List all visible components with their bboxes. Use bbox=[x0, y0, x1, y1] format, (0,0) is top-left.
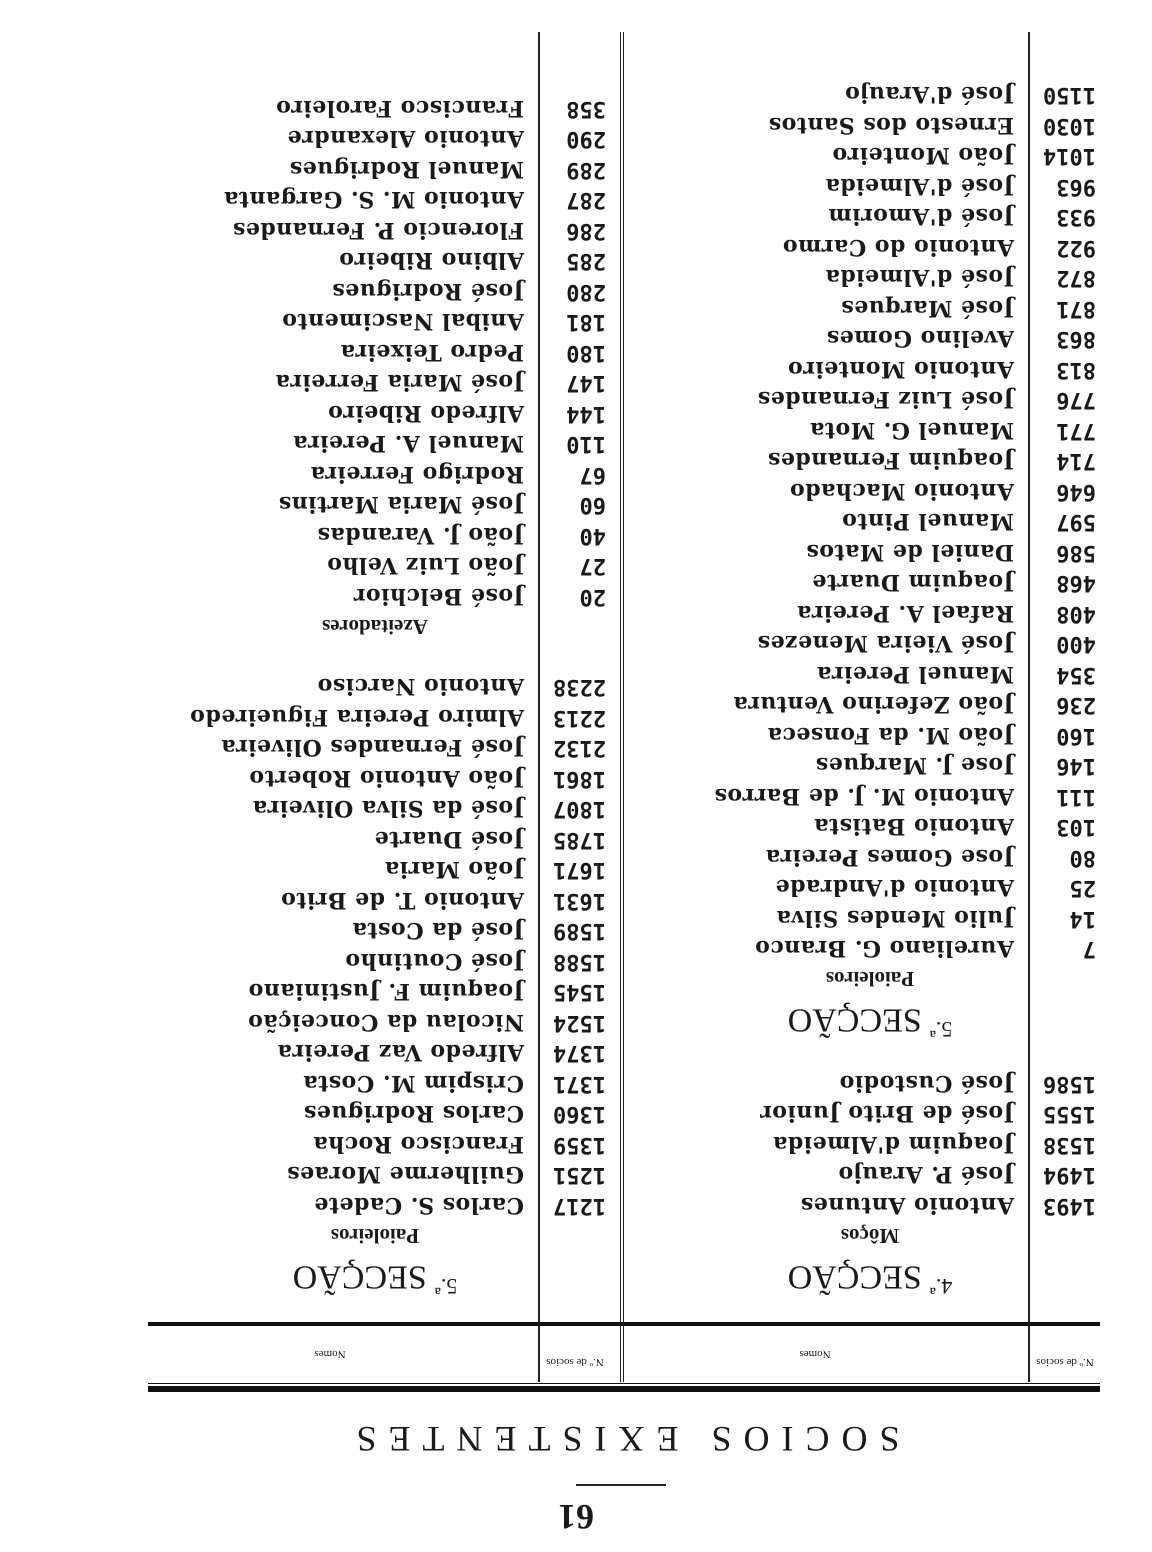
member-number: 285 bbox=[566, 248, 606, 274]
page-number: 61 bbox=[558, 1497, 594, 1537]
member-number: 20 bbox=[579, 584, 606, 609]
member-row bbox=[140, 1007, 610, 1038]
member-row bbox=[640, 293, 1100, 324]
member-number: 933 bbox=[1056, 204, 1096, 230]
member-name: José Maria Martins bbox=[278, 491, 524, 518]
member-name: José d'Amorim bbox=[828, 203, 1014, 230]
member-row bbox=[640, 384, 1100, 415]
header-num-left: N.º de socios bbox=[1036, 1356, 1094, 1368]
member-number: 236 bbox=[1056, 692, 1096, 718]
member-number: 1360 bbox=[553, 1101, 606, 1127]
member-row bbox=[640, 262, 1100, 293]
member-row bbox=[640, 842, 1100, 873]
member-row bbox=[140, 915, 610, 946]
member-list bbox=[140, 671, 610, 1220]
member-number: 1359 bbox=[553, 1132, 606, 1157]
member-name: Albino Ribeiro bbox=[338, 247, 524, 274]
member-number: 144 bbox=[566, 401, 606, 426]
member-name: Aureliano G. Branco bbox=[754, 935, 1014, 962]
member-name: Carlos Rodrigues bbox=[303, 1100, 524, 1127]
member-number: 2132 bbox=[553, 735, 606, 761]
member-number: 1671 bbox=[553, 857, 606, 883]
member-row bbox=[140, 1098, 610, 1129]
member-row bbox=[140, 520, 610, 551]
member-name: Joaquim F. Justiniano bbox=[248, 978, 524, 1005]
member-row bbox=[640, 201, 1100, 232]
member-row bbox=[640, 598, 1100, 629]
member-name: João Luiz Velho bbox=[326, 552, 524, 579]
member-number: 872 bbox=[1056, 265, 1096, 291]
member-number: 1014 bbox=[1043, 143, 1096, 169]
member-row bbox=[140, 489, 610, 520]
member-number: 2213 bbox=[553, 705, 606, 730]
member-number: 67 bbox=[579, 462, 606, 487]
member-row bbox=[640, 1068, 1100, 1099]
member-name: José Duarte bbox=[374, 826, 524, 852]
member-number: 1371 bbox=[553, 1071, 606, 1096]
member-name: Francisco Faroleiro bbox=[275, 95, 524, 121]
member-row bbox=[140, 1068, 610, 1099]
member-name: Antonio Antunes bbox=[800, 1192, 1014, 1218]
member-number: 110 bbox=[566, 431, 606, 457]
member-name: Antonio Alexandre bbox=[287, 125, 524, 152]
header-name-right: Nomes bbox=[314, 1348, 346, 1360]
member-row bbox=[140, 793, 610, 824]
member-name: Guilherme Moraes bbox=[286, 1161, 524, 1188]
member-number: 289 bbox=[566, 157, 606, 182]
member-name: José Luiz Fernandes bbox=[757, 386, 1014, 413]
member-row bbox=[140, 459, 610, 490]
member-name: Antonio Machado bbox=[789, 478, 1014, 504]
member-name: Jose J. Marques bbox=[815, 752, 1014, 779]
member-row bbox=[640, 323, 1100, 354]
member-number: 280 bbox=[566, 279, 606, 304]
header-num-right: N.º de socios bbox=[546, 1356, 604, 1368]
member-name: José d'Araujo bbox=[844, 81, 1014, 108]
member-number: 14 bbox=[1069, 906, 1096, 931]
member-number: 160 bbox=[1056, 723, 1096, 748]
member-number: 1588 bbox=[553, 949, 606, 974]
member-number: 1217 bbox=[553, 1193, 606, 1218]
member-row bbox=[640, 506, 1100, 537]
member-name: José P. Araujo bbox=[838, 1161, 1014, 1188]
header-bottom-rule bbox=[148, 1322, 1100, 1326]
member-name: Alfredo Ribeiro bbox=[327, 400, 524, 426]
member-row bbox=[140, 854, 610, 885]
member-number: 863 bbox=[1056, 326, 1096, 352]
member-row bbox=[140, 276, 610, 307]
header-top-rule bbox=[148, 1386, 1100, 1392]
member-list bbox=[140, 93, 610, 612]
member-row bbox=[640, 933, 1100, 964]
member-name: Rodrigo Ferreira bbox=[310, 461, 524, 487]
member-number: 1374 bbox=[553, 1040, 606, 1066]
member-name: Florencio P. Fernandes bbox=[232, 217, 524, 243]
member-row bbox=[640, 1190, 1100, 1221]
member-name: José Belchior bbox=[353, 583, 524, 609]
member-name: João Antonio Roberto bbox=[248, 765, 524, 791]
member-number: 1493 bbox=[1043, 1193, 1096, 1218]
member-row bbox=[140, 1190, 610, 1221]
member-row bbox=[140, 184, 610, 215]
member-name: Francisco Rocha bbox=[312, 1131, 524, 1157]
member-row bbox=[640, 140, 1100, 171]
member-name: José d'Almeida bbox=[825, 264, 1014, 291]
member-row bbox=[640, 689, 1100, 720]
member-number: 7 bbox=[1082, 936, 1096, 962]
member-row bbox=[640, 811, 1100, 842]
member-name: José Custodio bbox=[839, 1070, 1014, 1096]
member-number: 714 bbox=[1056, 448, 1096, 474]
member-row bbox=[640, 445, 1100, 476]
member-number: 60 bbox=[579, 492, 606, 518]
member-name: Joaquim Fernandes bbox=[767, 447, 1014, 474]
member-row bbox=[640, 476, 1100, 507]
member-number: 27 bbox=[579, 553, 606, 579]
member-row bbox=[640, 781, 1100, 812]
member-number: 111 bbox=[1056, 784, 1096, 809]
member-name: Daniel de Matos bbox=[805, 539, 1014, 565]
member-row bbox=[640, 628, 1100, 659]
member-name: Avelino Gomes bbox=[826, 325, 1014, 352]
member-row bbox=[140, 976, 610, 1007]
member-number: 1494 bbox=[1043, 1162, 1096, 1188]
member-row bbox=[640, 659, 1100, 690]
member-number: 1030 bbox=[1043, 113, 1096, 138]
member-row bbox=[140, 1159, 610, 1190]
member-row bbox=[140, 245, 610, 276]
section-subheading: Azeitadores bbox=[322, 615, 428, 639]
member-row bbox=[140, 337, 610, 368]
member-row bbox=[140, 215, 610, 246]
section-subheading: Môços bbox=[840, 1224, 900, 1248]
member-row bbox=[640, 415, 1100, 446]
member-number: 813 bbox=[1056, 357, 1096, 382]
member-row bbox=[640, 1159, 1100, 1190]
member-number: 358 bbox=[566, 96, 606, 121]
member-name: Antonio T. de Brito bbox=[280, 887, 524, 913]
member-number: 1586 bbox=[1043, 1071, 1096, 1096]
member-number: 25 bbox=[1069, 875, 1096, 901]
member-name: Alfredo Vaz Pereira bbox=[277, 1039, 524, 1066]
member-row bbox=[640, 171, 1100, 202]
member-name: Rafael A. Pereira bbox=[796, 600, 1014, 626]
member-name: Manuel Pinto bbox=[841, 508, 1014, 535]
member-number: 1538 bbox=[1043, 1132, 1096, 1157]
member-number: 871 bbox=[1056, 296, 1096, 321]
member-name: José Maria Ferreira bbox=[275, 369, 524, 396]
member-row bbox=[140, 306, 610, 337]
member-row bbox=[140, 428, 610, 459]
member-name: Antonio Monteiro bbox=[787, 356, 1014, 382]
member-number: 586 bbox=[1056, 540, 1096, 565]
member-number: 1785 bbox=[553, 827, 606, 852]
member-row bbox=[140, 398, 610, 429]
member-number: 1861 bbox=[553, 766, 606, 791]
member-number: 286 bbox=[566, 218, 606, 243]
member-row bbox=[140, 671, 610, 702]
member-row bbox=[140, 1129, 610, 1160]
member-number: 1150 bbox=[1043, 82, 1096, 108]
member-list bbox=[640, 79, 1100, 964]
member-row bbox=[640, 354, 1100, 385]
member-row bbox=[640, 79, 1100, 110]
member-row bbox=[140, 702, 610, 733]
member-row bbox=[140, 763, 610, 794]
member-name: José Rodrigues bbox=[331, 278, 524, 304]
header-name-left: Nomes bbox=[799, 1348, 831, 1360]
member-name: Manuel G. Mota bbox=[809, 417, 1014, 443]
member-row bbox=[140, 732, 610, 763]
member-number: 408 bbox=[1056, 601, 1096, 626]
member-name: Almiro Pereira Figueiredo bbox=[189, 704, 524, 730]
section-gap bbox=[140, 643, 610, 671]
member-name: José de Brito Junior bbox=[759, 1100, 1014, 1127]
member-name: João Monteiro bbox=[832, 142, 1014, 169]
member-number: 400 bbox=[1056, 631, 1096, 657]
member-name: João Zeferino Ventura bbox=[732, 691, 1014, 718]
member-number: 290 bbox=[566, 126, 606, 152]
member-name: Antonio M. J. de Barros bbox=[714, 783, 1014, 809]
member-name: Julio Mendes Silva bbox=[776, 905, 1014, 931]
member-name: Antonio M. S. Garganta bbox=[223, 186, 524, 213]
member-name: Jose Gomes Pereira bbox=[765, 844, 1014, 870]
member-name: Antonio Narciso bbox=[317, 673, 524, 700]
member-name: Joaquim d'Almeida bbox=[772, 1131, 1014, 1157]
table-header bbox=[148, 1329, 1100, 1377]
section-heading: $^{5.ª}$SECÇÃO bbox=[292, 1258, 458, 1299]
member-number: 1251 bbox=[553, 1162, 606, 1188]
member-number: 922 bbox=[1056, 235, 1096, 260]
member-number: 1555 bbox=[1043, 1101, 1096, 1127]
member-number: 963 bbox=[1056, 174, 1096, 199]
member-row bbox=[140, 885, 610, 916]
member-name: Carlos S. Cadete bbox=[313, 1192, 524, 1218]
member-name: José Fernandes Oliveira bbox=[220, 734, 524, 761]
section-heading: $^{5.ª}$SECÇÃO bbox=[787, 1002, 953, 1043]
member-name: José Vieira Menezes bbox=[757, 630, 1014, 657]
member-number: 146 bbox=[1056, 753, 1096, 779]
member-row bbox=[640, 232, 1100, 263]
member-row bbox=[140, 550, 610, 581]
member-row bbox=[640, 1129, 1100, 1160]
member-row bbox=[640, 750, 1100, 781]
member-row bbox=[640, 903, 1100, 934]
member-row bbox=[640, 537, 1100, 568]
member-number: 181 bbox=[566, 309, 606, 335]
member-name: José da Costa bbox=[352, 917, 524, 944]
document-title: SOCIOS EXISTENTES bbox=[344, 1419, 900, 1459]
member-name: José Marques bbox=[840, 295, 1014, 321]
member-name: João J. Varandas bbox=[317, 522, 524, 548]
member-name: Pedro Teixeira bbox=[340, 339, 524, 365]
member-number: 40 bbox=[579, 523, 606, 548]
right-column bbox=[140, 93, 610, 1321]
member-name: João Maria bbox=[384, 856, 524, 883]
member-row bbox=[140, 367, 610, 398]
member-list bbox=[640, 1068, 1100, 1221]
page-number-divider bbox=[576, 1484, 666, 1486]
member-name: Crispim M. Costa bbox=[302, 1070, 524, 1096]
member-number: 180 bbox=[566, 340, 606, 365]
member-row bbox=[140, 1037, 610, 1068]
left-column bbox=[640, 79, 1100, 1320]
member-number: 771 bbox=[1056, 418, 1096, 443]
header-top-thin-rule bbox=[148, 1383, 1100, 1384]
member-name: João M. da Fonseca bbox=[767, 722, 1014, 748]
member-number: 1631 bbox=[553, 888, 606, 913]
member-name: Nicolau da Conceição bbox=[247, 1009, 524, 1035]
member-row bbox=[640, 1098, 1100, 1129]
member-number: 1589 bbox=[553, 918, 606, 944]
member-row bbox=[640, 567, 1100, 598]
member-name: Joaquim Duarte bbox=[811, 569, 1014, 596]
member-name: José da Silva Oliveira bbox=[252, 795, 524, 822]
member-number: 287 bbox=[566, 187, 606, 213]
member-number: 2238 bbox=[553, 674, 606, 700]
member-name: Anibal Nascimento bbox=[281, 308, 524, 335]
column-divider-center bbox=[620, 32, 624, 1382]
member-number: 646 bbox=[1056, 479, 1096, 504]
member-name: Manuel Rodrigues bbox=[289, 156, 524, 182]
member-number: 103 bbox=[1056, 814, 1096, 840]
member-number: 1545 bbox=[553, 979, 606, 1005]
member-name: Antonio Batista bbox=[813, 813, 1014, 840]
member-row bbox=[640, 110, 1100, 141]
section-subheading: Paioleiros bbox=[330, 1224, 420, 1248]
member-name: Antonio d'Andrade bbox=[775, 874, 1014, 901]
member-row bbox=[140, 154, 610, 185]
member-row bbox=[140, 946, 610, 977]
member-row bbox=[140, 93, 610, 124]
member-row bbox=[140, 581, 610, 612]
member-number: 80 bbox=[1069, 845, 1096, 870]
member-number: 1524 bbox=[553, 1010, 606, 1035]
section-subheading: Paioleiros bbox=[825, 967, 915, 992]
member-name: Manuel A. Pereira bbox=[292, 430, 524, 457]
member-number: 776 bbox=[1056, 387, 1096, 413]
member-number: 354 bbox=[1056, 662, 1096, 687]
member-name: José Coutinho bbox=[345, 948, 524, 974]
member-name: Ernesto dos Santos bbox=[768, 112, 1014, 138]
member-number: 468 bbox=[1056, 570, 1096, 596]
member-row bbox=[640, 720, 1100, 751]
member-name: José d'Almeida bbox=[825, 173, 1014, 199]
member-number: 147 bbox=[566, 370, 606, 396]
member-name: Manuel Pereira bbox=[816, 661, 1014, 687]
member-row bbox=[140, 123, 610, 154]
member-row bbox=[640, 872, 1100, 903]
section-heading: $^{4.ª}$SECÇÃO bbox=[787, 1258, 953, 1299]
member-number: 597 bbox=[1056, 509, 1096, 535]
member-row bbox=[140, 824, 610, 855]
member-name: Antonio do Carmo bbox=[782, 234, 1014, 260]
member-number: 1807 bbox=[553, 796, 606, 822]
